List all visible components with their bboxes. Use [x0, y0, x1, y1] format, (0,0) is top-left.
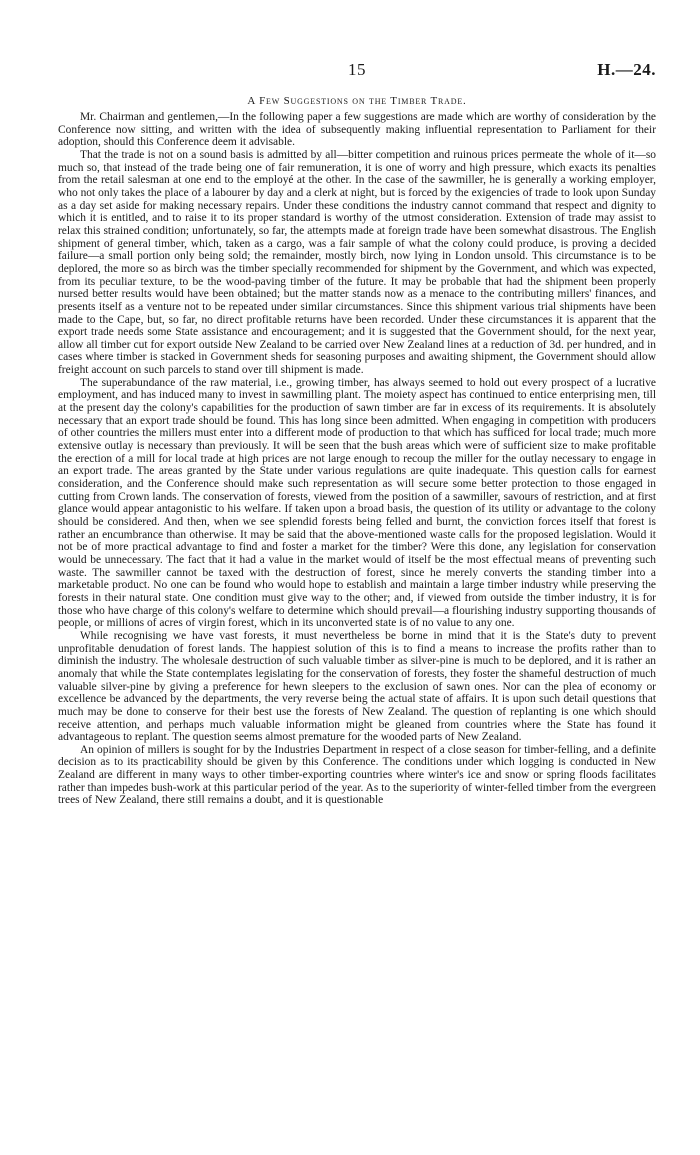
page-header	[58, 60, 656, 84]
paragraph: The superabundance of the raw material, i.e., growing timber, has always seemed to hold out every prospect of a lucrative employment, and has induced many to invest in sawmilling plant. The moiety aspect has continued to entice enterprising men, till at the present day the colony's capabilities for the production of sawn timber are far in excess of its requirements. It is absolutely necessary that an export trade should be found. This has long since been admitted. When engaging in competition with producers of other countries the millers must enter into a different mode of production to that which has sufficed for local trade; much more extensive outlay is necessary than previously. It will be seen that the bush areas which were of sufficient size to make profitable the erection of a mill for local trade at high prices are not large enough to recoup the miller for the outlay necessary to engage in an export trade. The areas granted by the State under various regulations are quite inadequate. This question calls for earnest consideration, and the Conference should make such representation as will secure some better protection to those engaged in cutting from Crown lands. The conservation of forests, viewed from the position of a sawmiller, savours of restriction, and at first glance would appear antagonistic to his welfare. If taken upon a broad basis, the question of its utility or advantage to the colony should be considered. And then, when we see splendid forests being felled and burnt, the conviction forces itself that forest is rather an encumbrance than otherwise. It may be said that the above-mentioned waste calls for the proposed legislation. Would it not be of more practical advantage to find and foster a market for the timber? Were this done, any legislation for conservation would be unnecessary. The fact that it had a value in the market would of itself be the most effectual means of preventing such waste. The sawmiller cannot be taxed with the destruction of forest, since he merely converts the standing timber into a marketable product. No one can be found who would hope to establish and maintain a large timber industry while preserving the forests in their natural state. One condition must give way to the other; and, if viewed from outside the timber industry, it is for those who have charge of this colony's welfare to determine which should prevail—a flourishing industry supporting thousands of people, or millions of acres of virgin forest, which in its unconverted state is of no value to any one.	[58, 376, 656, 630]
paragraph: An opinion of millers is sought for by the Industries Department in respect of a close season for timber-felling, and a definite decision as to its practicability should be given by this Conference. The conditions under which logging is conducted in New Zealand are different in many ways to other timber-exporting countries where winter's ice and snow or spring floods facilitates rather than impedes bush-work at this particular period of the year. As to the superiority of winter-felled timber from the evergreen trees of New Zealand, there still remains a doubt, and it is questionable	[58, 743, 656, 807]
section-title: A Few Suggestions on the Timber Trade.	[247, 95, 467, 107]
paragraph: Mr. Chairman and gentlemen,—In the following paper a few suggestions are made which are worthy of consideration by the Conference now sitting, and written with the idea of subsequently making influential representation to Parliament for their adoption, should this Conference deem it advisable.	[58, 111, 656, 149]
body-text	[58, 111, 656, 807]
document-reference: H.—24.	[597, 60, 656, 79]
paragraph: While recognising we have vast forests, it must nevertheless be borne in mind that it is the State's duty to prevent unprofitable denudation of forest lands. The happiest solution of this is to find a means to increase the profits rather than to diminish the industry. The wholesale destruction of such valuable timber as silver-pine is much to be deplored, and it is rather an anomaly that while the State contemplates legislating for the conservation of forests, they foster the shameful destruction of much valuable silver-pine by giving a preference for hewn sleepers to the exclusion of sawn ones. Nor can the plea of economy or excellence be advanced by the departments, the very reverse being the actual state of affairs. It is upon such detail questions that much may be done to conserve for their best use the forests of New Zealand. The question of replanting is one which should receive attention, and perhaps much valuable information might be gleaned from countries where the State has found it advantageous to replant. The question seems almost premature for the wooded parts of New Zealand.	[58, 629, 656, 744]
page-number: 15	[348, 60, 366, 79]
paragraph: That the trade is not on a sound basis is admitted by all—bitter competition and ruinous prices permeate the whole of it—so much so, that instead of the trade being one of fair remuneration, it is one of worry and high pressure, which exacts its penalties from the retail salesman at one end to the employé at the other. In the case of the sawmiller, he is generally a working employer, who not only takes the place of a labourer by day and a clerk at night, but is forced by the exigencies of trade to look upon Sunday as a day set aside for making necessary repairs. Under these conditions the industry cannot command that respect and dignity to which it is entitled, and to raise it to its proper standard is worthy of the utmost consideration. Extension of trade may assist to relax this strained condition; unfortunately, so far, the attempts made at foreign trade have been somewhat disastrous. The English shipment of general timber, which, taken as a cargo, was a fair sample of what the colony could produce, is proving a decided failure—a small portion only being sold; the remainder, mostly birch, now lying in London unsold. This circumstance is to be deplored, the more so as birch was the timber specially recommended for shipment by the Government, and which was expected, from its peculiar texture, to be the wood-paving timber of the future. It may be probable that had the shipment been properly nursed better results would have been obtained; but the matter stands now as a menace to the contributing millers' finances, and presents itself as a venture not to be repeated under similar circumstances. Since this shipment various trial shipments have been made to the Cape, but, so far, no direct profitable returns have been recorded. Under these circumstances it is apparent that the export trade needs some State assistance and encouragement; and it is suggested that the Government should, for the next year, allow all timber cut for export outside New Zealand to be carried over New Zealand lines at a reduction of 3d. per hundred, and in cases where timber is stacked in Government sheds for seasoning purposes and awaiting shipment, the Government should allow freight account on such parcels to stand over till shipment is made.	[58, 148, 656, 377]
